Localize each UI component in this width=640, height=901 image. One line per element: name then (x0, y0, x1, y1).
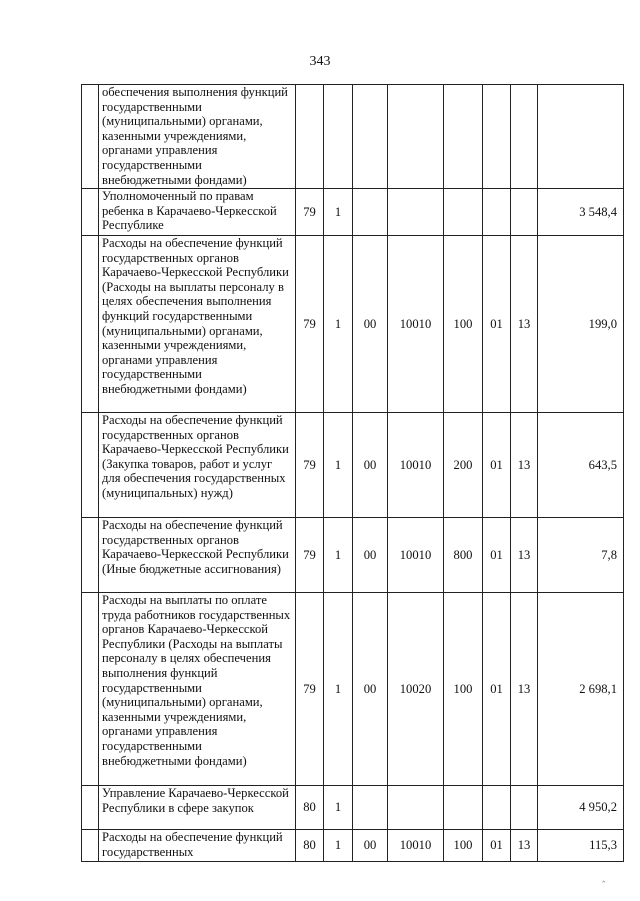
amount: 199,0 (538, 236, 624, 413)
rz-code: 01 (483, 593, 511, 786)
row-marker-cell (82, 786, 99, 830)
pr-code (511, 189, 538, 236)
rz-code (483, 786, 511, 830)
pr-code: 13 (511, 593, 538, 786)
subsection-code: 00 (353, 593, 388, 786)
section-code: 1 (324, 786, 353, 830)
expense-name: Расходы на обеспечение функций государственных органов Карачаево-Черкесской Республики (Закупка товаров, работ и услуг для обеспечения государственных (муниципальных) нужд) (99, 413, 296, 518)
amount: 3 548,4 (538, 189, 624, 236)
expense-type-code: 800 (444, 518, 483, 593)
expense-type-code: 200 (444, 413, 483, 518)
ministry-code: 79 (296, 189, 324, 236)
section-code: 1 (324, 593, 353, 786)
target-code: 10010 (388, 413, 444, 518)
subsection-code: 00 (353, 830, 388, 862)
expense-type-code: 100 (444, 236, 483, 413)
row-marker-cell (82, 85, 99, 189)
scan-artifact-mark: ‸ (602, 872, 606, 883)
ministry-code: 80 (296, 786, 324, 830)
ministry-code: 79 (296, 518, 324, 593)
section-code: 1 (324, 236, 353, 413)
subsection-code: 00 (353, 413, 388, 518)
table-row (82, 786, 624, 830)
rz-code: 01 (483, 236, 511, 413)
amount (538, 85, 624, 189)
rz-code: 01 (483, 413, 511, 518)
expense-name: Расходы на обеспечение функций государственных органов Карачаево-Черкесской Республики (Расходы на выплаты персоналу в целях обеспечения выполнения функций государственными (муниципальными) органами, казенными учреждениями, органами управления государственными внебюджетными фондами) (99, 236, 296, 413)
subsection-code (353, 786, 388, 830)
section-code: 1 (324, 413, 353, 518)
pr-code: 13 (511, 413, 538, 518)
table-row (82, 518, 624, 593)
page-number: 343 (309, 54, 331, 69)
expense-name: Расходы на обеспечение функций государственных (99, 830, 296, 862)
table-row (82, 593, 624, 786)
expense-type-code (444, 786, 483, 830)
target-code (388, 85, 444, 189)
section-code: 1 (324, 830, 353, 862)
expense-name: обеспечения выполнения функций государственными (муниципальными) органами, казенными учреждениями, органами управления государственными внебюджетными фондами) (99, 85, 296, 189)
row-marker-cell (82, 518, 99, 593)
expense-type-code (444, 85, 483, 189)
rz-code: 01 (483, 830, 511, 862)
table-row (82, 85, 624, 189)
amount: 115,3 (538, 830, 624, 862)
section-code (324, 85, 353, 189)
pr-code: 13 (511, 236, 538, 413)
target-code: 10010 (388, 236, 444, 413)
expense-type-code: 100 (444, 593, 483, 786)
table-row (82, 413, 624, 518)
expense-type-code: 100 (444, 830, 483, 862)
rz-code (483, 189, 511, 236)
expense-name: Управление Карачаево-Черкесской Республики в сфере закупок (99, 786, 296, 830)
budget-table (81, 84, 624, 862)
ministry-code: 79 (296, 236, 324, 413)
subsection-code (353, 85, 388, 189)
target-code: 10010 (388, 518, 444, 593)
expense-name: Расходы на обеспечение функций государственных органов Карачаево-Черкесской Республики (Иные бюджетные ассигнования) (99, 518, 296, 593)
table-row (82, 830, 624, 862)
target-code (388, 786, 444, 830)
rz-code: 01 (483, 518, 511, 593)
ministry-code: 80 (296, 830, 324, 862)
row-marker-cell (82, 189, 99, 236)
subsection-code: 00 (353, 236, 388, 413)
subsection-code: 00 (353, 518, 388, 593)
table-row (82, 236, 624, 413)
amount: 2 698,1 (538, 593, 624, 786)
ministry-code (296, 85, 324, 189)
section-code: 1 (324, 189, 353, 236)
row-marker-cell (82, 830, 99, 862)
row-marker-cell (82, 236, 99, 413)
target-code (388, 189, 444, 236)
amount: 643,5 (538, 413, 624, 518)
pr-code: 13 (511, 830, 538, 862)
target-code: 10010 (388, 830, 444, 862)
amount: 4 950,2 (538, 786, 624, 830)
pr-code (511, 85, 538, 189)
row-marker-cell (82, 593, 99, 786)
rz-code (483, 85, 511, 189)
amount: 7,8 (538, 518, 624, 593)
section-code: 1 (324, 518, 353, 593)
expense-name: Расходы на выплаты по оплате труда работников государственных органов Карачаево-Черкесской Республики (Расходы на выплаты персоналу в целях обеспечения выполнения функций государственными (муниципальными) органами, казенными учреждениями, органами управления государственными внебюджетными фондами) (99, 593, 296, 786)
expense-type-code (444, 189, 483, 236)
subsection-code (353, 189, 388, 236)
ministry-code: 79 (296, 413, 324, 518)
target-code: 10020 (388, 593, 444, 786)
pr-code (511, 786, 538, 830)
expense-name: Уполномоченный по правам ребенка в Карачаево-Черкесской Республике (99, 189, 296, 236)
table-row (82, 189, 624, 236)
row-marker-cell (82, 413, 99, 518)
pr-code: 13 (511, 518, 538, 593)
ministry-code: 79 (296, 593, 324, 786)
